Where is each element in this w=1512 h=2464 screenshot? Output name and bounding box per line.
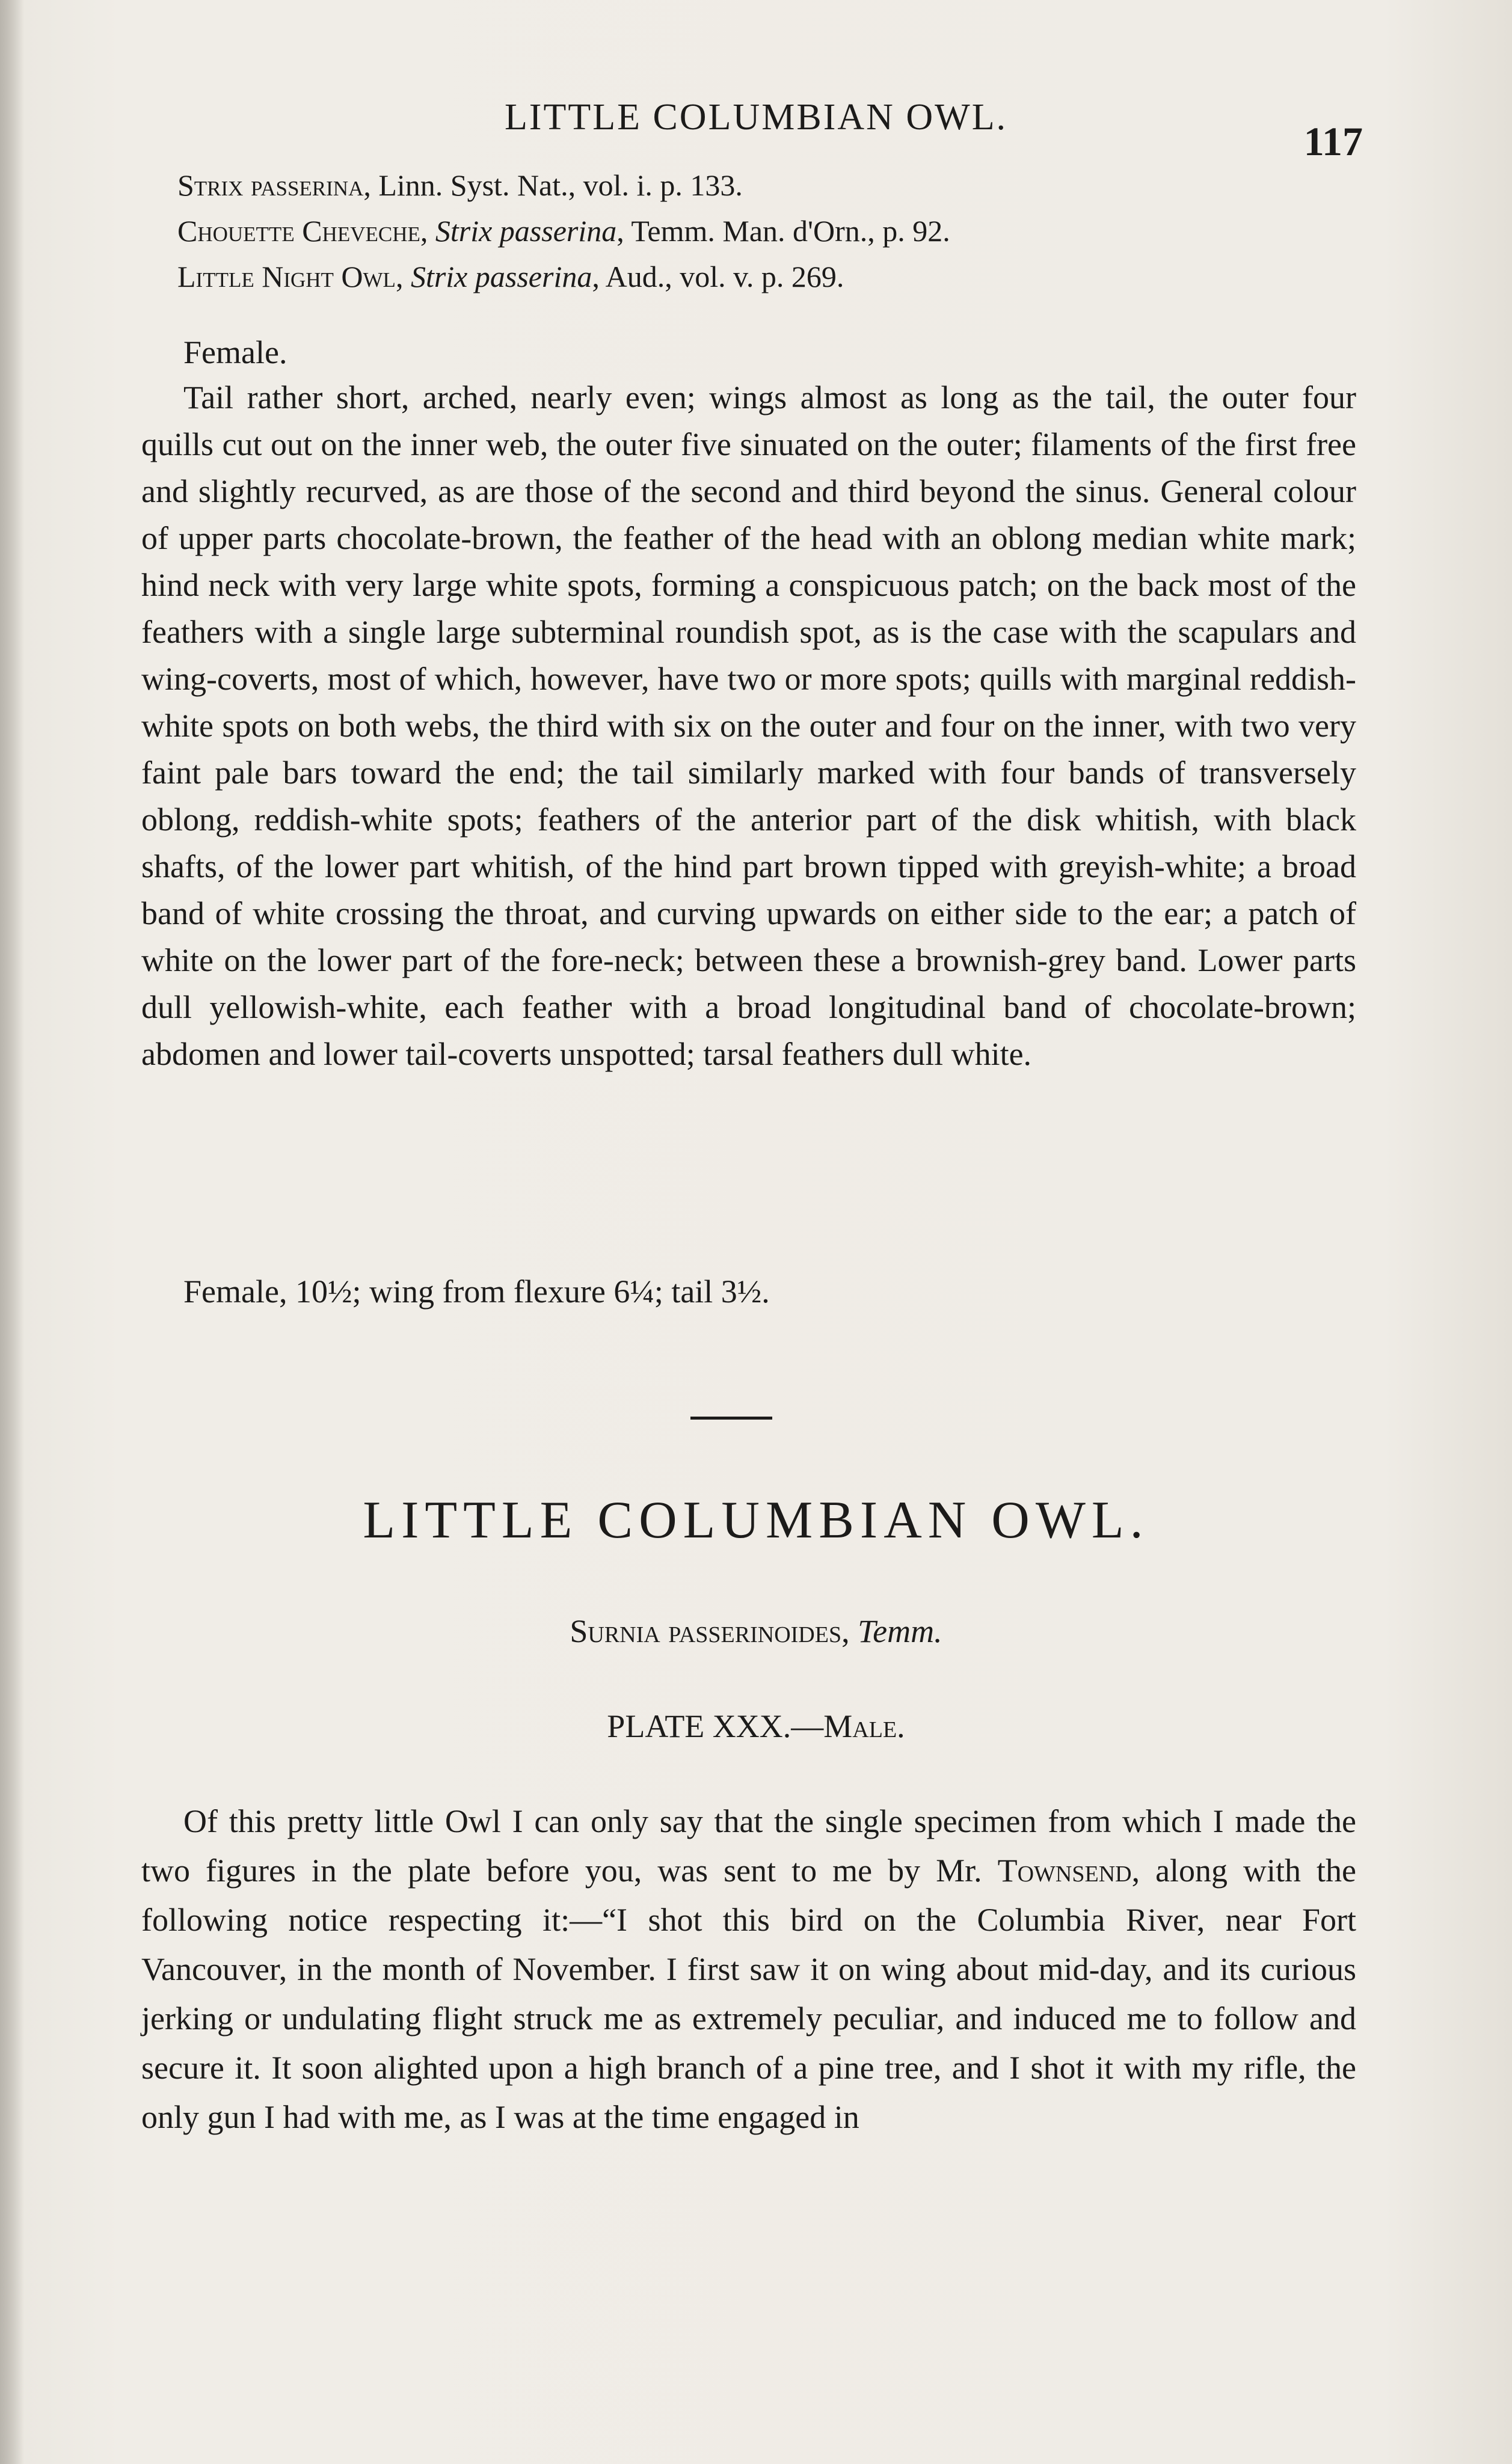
running-head: LITTLE COLUMBIAN OWL. bbox=[504, 97, 1008, 138]
synonym-name: Strix passerina bbox=[177, 168, 364, 202]
synonym-italic: Strix passerina bbox=[435, 214, 617, 248]
synonym-name: Chouette Cheveche bbox=[177, 214, 420, 248]
page-number: 117 bbox=[1303, 118, 1363, 164]
spine-shadow bbox=[0, 0, 24, 2464]
description-paragraph: Tail rather short, arched, nearly even; wings almost as long as the tail, the outer four quills cut out on the inner web, the outer five sinuated on the outer; filaments of the first free and slightly recurved, as are those of the second and third beyond the sinus. General colour of upper parts chocolate-brown, the feather of the head with an oblong median white mark; hind neck with very large white spots, forming a conspicuous patch; on the back most of the feathers with a single large subterminal roundish spot, as is the case with the scapulars and wing-coverts, most of which, however, have two or more spots; quills with marginal reddish-white spots on both webs, the third with six on the outer and four on the inner, with two very faint pale bars toward the end; the tail similarly marked with four bands of transversely oblong, reddish-white spots; feathers of the anterior part of the disk whitish, with black shafts, of the lower part whitish, of the hind part brown tipped with greyish-white; a broad band of white crossing the throat, and curving upwards on either side to the ear; a patch of white on the lower part of the fore-neck; between these a brownish-grey band. Lower parts dull yellowish-white, each feather with a broad longitudinal band of chocolate-brown; abdomen and lower tail-coverts unspotted; tarsal feathers dull white. bbox=[141, 379, 1356, 1072]
species-title: LITTLE COLUMBIAN OWL. bbox=[363, 1491, 1149, 1549]
latin-separator: , bbox=[841, 1613, 858, 1649]
synonym-reference: , Aud., vol. v. p. 269. bbox=[592, 260, 844, 293]
synonym-line bbox=[177, 208, 1380, 254]
body-paragraph bbox=[141, 1797, 1356, 2142]
synonym-list bbox=[177, 162, 1380, 299]
synonym-line bbox=[177, 162, 1380, 208]
female-label: Female. bbox=[183, 334, 287, 370]
species-latin-name bbox=[0, 1613, 1512, 1650]
synonym-separator: , bbox=[395, 260, 411, 293]
synonym-reference: , Temm. Man. d'Orn., p. 92. bbox=[616, 214, 950, 248]
synonym-separator: , bbox=[363, 168, 379, 202]
body-text: Of this pretty little Owl I can only say that the single specimen from which I made the two figures in the plate before you, was sent to me by Mr. bbox=[141, 1803, 1356, 1889]
plate-sex: Male. bbox=[823, 1708, 905, 1744]
synonym-name: Little Night Owl bbox=[177, 260, 396, 293]
plate-number: PLATE XXX.— bbox=[607, 1708, 824, 1744]
plate-reference bbox=[0, 1708, 1512, 1745]
synonym-separator: , bbox=[420, 214, 435, 248]
latin-name: Surnia passerinoides bbox=[570, 1613, 842, 1649]
measurements: Female, 10½; wing from flexure 6¼; tail 3½. bbox=[183, 1273, 770, 1310]
section-divider bbox=[690, 1417, 772, 1420]
latin-authority: Temm. bbox=[858, 1613, 942, 1649]
synonym-italic: Strix passerina bbox=[410, 260, 592, 293]
person-name: Townsend bbox=[997, 1853, 1132, 1889]
body-text: , along with the following notice respecting it:—“I shot this bird on the Columbia River, near Fort Vancouver, in the month of November. I first saw it on wing about mid-day, and its curious jerking or undulating flight struck me as extremely peculiar, and induced me to follow and secure it. It soon alighted upon a high branch of a pine tree, and I shot it with my rifle, the only gun I had with me, as I was at the time engaged in bbox=[141, 1853, 1356, 2135]
synonym-line bbox=[177, 254, 1380, 299]
synonym-reference: Linn. Syst. Nat., vol. i. p. 133. bbox=[378, 168, 743, 202]
